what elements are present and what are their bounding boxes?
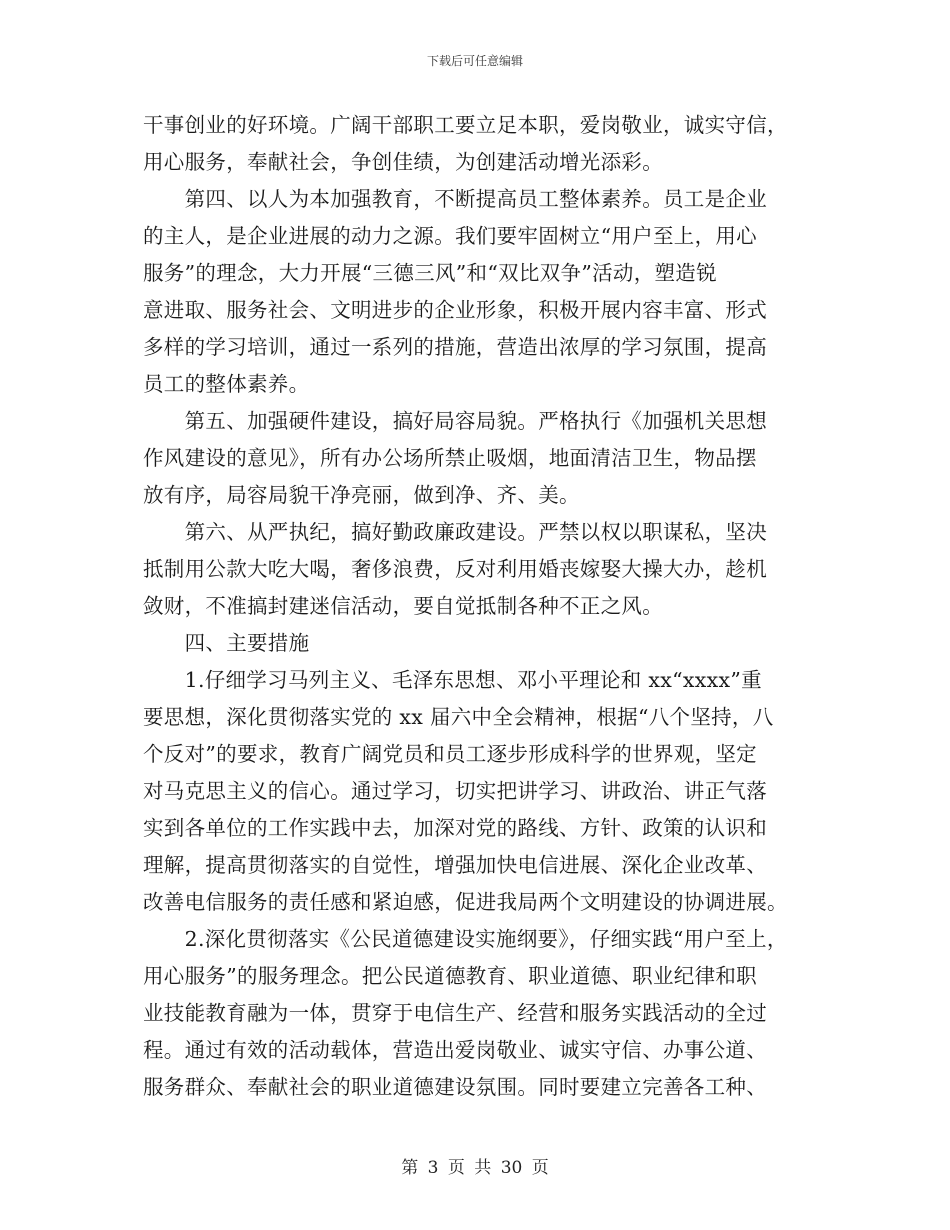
text-line: 意进取、服务社会、文明进步的企业形象，积极开展内容丰富、形式 xyxy=(143,298,767,322)
text-line: 的主人，是企业进展的动力之源。我们要牢固树立“用户至上，用心 xyxy=(143,224,757,248)
text-line: 2.深化贯彻落实《公民道德建设实施纲要》，仔细实践“用户至上， xyxy=(143,927,788,951)
text-line: 改善电信服务的责任感和紧迫感，促进我局两个文明建设的协调进展。 xyxy=(143,890,788,914)
text-line: 员工的整体素养。 xyxy=(143,372,310,396)
document-body xyxy=(143,107,805,1106)
text-line: 用心服务”的服务理念。把公民道德教育、职业道德、职业纪律和职 xyxy=(143,964,757,988)
text-line: 第五、加强硬件建设，搞好局容局貌。严格执行《加强机关思想 xyxy=(143,409,767,433)
text-line: 作风建设的意见》，所有办公场所禁止吸烟，地面清洁卫生，物品摆 xyxy=(143,446,757,470)
text-line: 服务群众、奉献社会的职业道德建设氛围。同时要建立完善各工种、 xyxy=(143,1075,767,1099)
text-line: 抵制用公款大吃大喝，奢侈浪费，反对利用婚丧嫁娶大操大办，趁机 xyxy=(143,557,767,581)
text-line: 敛财，不准搞封建迷信活动，要自觉抵制各种不正之风。 xyxy=(143,594,663,618)
section-heading: 四、主要措施 xyxy=(143,631,310,655)
text-line: 个反对”的要求，教育广阔党员和员工逐步形成科学的世界观，坚定 xyxy=(143,742,757,766)
page-header: 下载后可任意编辑 xyxy=(426,54,523,68)
text-line: 第四、以人为本加强教育，不断提高员工整体素养。员工是企业 xyxy=(143,187,767,211)
text-line: 服务”的理念，大力开展“三德三风”和“双比双争”活动，塑造锐 xyxy=(143,261,717,285)
page-footer: 第 3 页 共 30 页 xyxy=(401,1158,549,1178)
text-line: 第六、从严执纪，搞好勤政廉政建设。严禁以权以职谋私，坚决 xyxy=(143,520,767,544)
text-line: 用心服务，奉献社会，争创佳绩，为创建活动增光添彩。 xyxy=(143,150,663,174)
text-line: 干事创业的好环境。广阔干部职工要立足本职，爱岗敬业，诚实守信， xyxy=(143,113,788,137)
text-line: 要思想，深化贯彻落实党的 xx 届六中全会精神，根据“八个坚持，八 xyxy=(143,705,774,729)
text-line: 放有序，局容局貌干净亮丽，做到净、齐、美。 xyxy=(143,483,580,507)
text-line: 程。通过有效的活动载体，营造出爱岗敬业、诚实守信、办事公道、 xyxy=(143,1038,767,1062)
text-line: 业技能教育融为一体，贯穿于电信生产、经营和服务实践活动的全过 xyxy=(143,1001,767,1025)
text-line: 1.仔细学习马列主义、毛泽东思想、邓小平理论和 xx“xxxx”重 xyxy=(143,668,762,692)
text-line: 多样的学习培训，通过一系列的措施，营造出浓厚的学习氛围，提高 xyxy=(143,335,767,359)
text-line: 实到各单位的工作实践中去，加深对党的路线、方针、政策的认识和 xyxy=(143,816,767,840)
text-line: 理解，提高贯彻落实的自觉性，增强加快电信进展、深化企业改革、 xyxy=(143,853,767,877)
text-line: 对马克思主义的信心。通过学习，切实把讲学习、讲政治、讲正气落 xyxy=(143,779,767,803)
